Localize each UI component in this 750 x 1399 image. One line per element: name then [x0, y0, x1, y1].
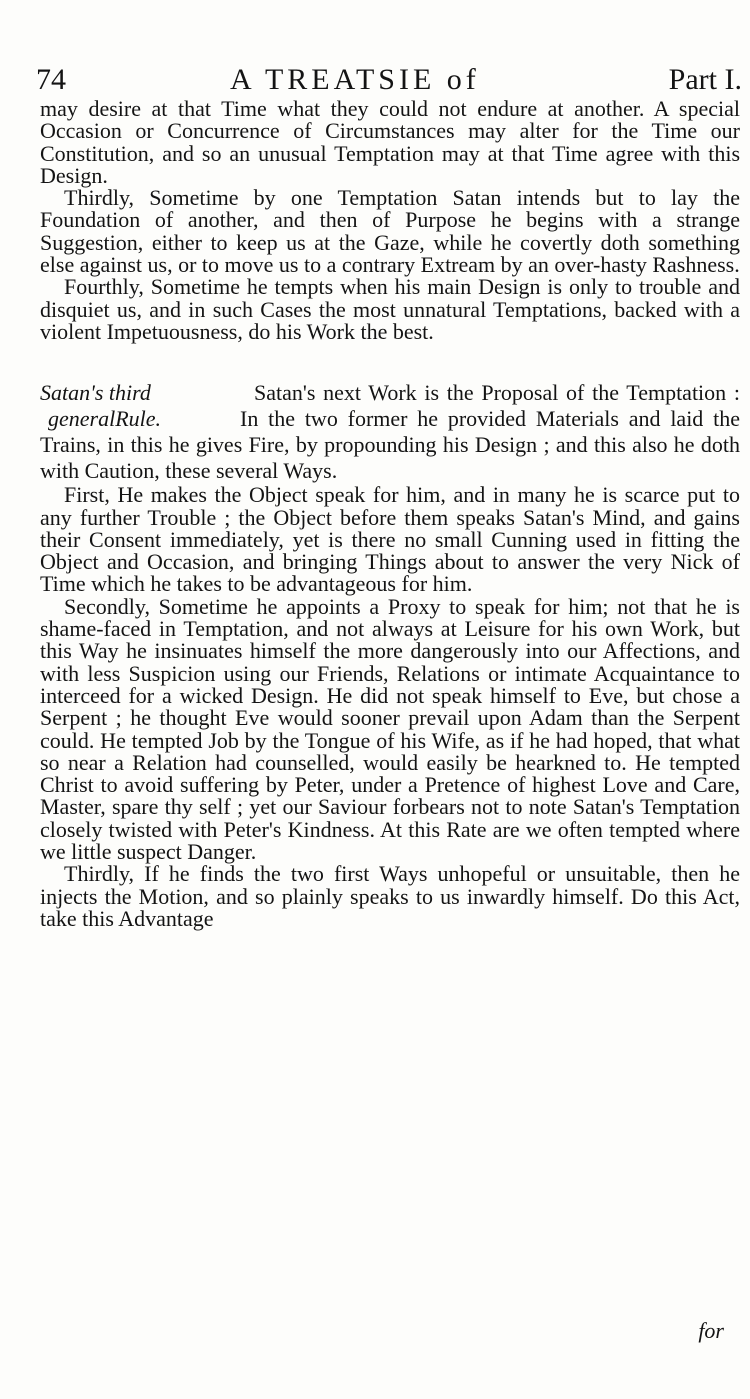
catchword: for: [698, 1318, 724, 1343]
page-body: [40, 98, 740, 930]
paragraph-thirdly-2: Thirdly, If he finds the two first Ways unhopeful or unsuitable, then he injects the Motion, and so plainly speaks to us inwardly himself. Do this Act, take this Advantage: [40, 861, 740, 931]
section-third-rule: [40, 380, 740, 484]
margin-note-line-2: generalRule.: [48, 406, 162, 432]
section-text: Satan's next Work is the Proposal of the Temptation : In the two former he provided Materials and laid the Trains, in this he gives Fire, by propounding his Design ; and this also he doth with Caution, these several Ways.: [40, 380, 740, 484]
margin-note: [40, 380, 240, 432]
paragraph-first: First, He makes the Object speak for him, and in many he is scarce put to any further Trouble ; the Object before them speaks Satan's Mind, and gains their Consent immediately, yet is there no small Cunning used in fitting the Object and Occasion, and bringing Things about to answer the very Nick of Time which he takes to be advantageous for him.: [40, 482, 740, 597]
part-label: Part I.: [668, 63, 742, 96]
margin-note-line-1: Satan's third: [40, 380, 151, 406]
paragraph-secondly: Secondly, Sometime he appoints a Proxy to speak for him; not that he is shame-faced in Temptation, and not always at Leisure for his own Work, but this Way he insinuates himself the more dangerously into our Affections, and with less Suspicion using our Friends, Relations or intimate Acquaintance to interceed for a wicked Design. He did not speak himself to Eve, but chose a Serpent ; he thought Eve would sooner prevail upon Adam than the Serpent could. He tempted Job by the Tongue of his Wife, as if he had hoped, that what so near a Relation had counselled, would easily be hearkned to. He tempted Christ to avoid suffering by Peter, under a Pretence of highest Love and Care, Master, spare thy self ; yet our Saviour forbears not to note Satan's Temptation closely twisted with Peter's Kindness. At this Rate are we often tempted where we little suspect Danger.: [40, 593, 740, 865]
page-number: 74: [36, 63, 66, 96]
paragraph-fourthly: Fourthly, Sometime he tempts when his main Design is only to trouble and disquiet us, and in such Cases the most unnatural Temptations, backed with a violent Impetuousness, do his Work the best.: [40, 274, 740, 344]
paragraph-continued: may desire at that Time what they could not endure at another. A special Occasion or Concurrence of Circumstances may alter for the Time our Constitution, and so an unusual Temptation may at that Time agree with this Design.: [40, 96, 740, 188]
running-title: A TREATSIE of: [230, 63, 480, 96]
paragraph-thirdly: Thirdly, Sometime by one Temptation Satan intends but to lay the Foundation of another, and then of Purpose he begins with a strange Suggestion, either to keep us at the Gaze, while he covertly doth something else against us, or to move us to a contrary Extream by an over-hasty Rashness.: [40, 185, 740, 278]
